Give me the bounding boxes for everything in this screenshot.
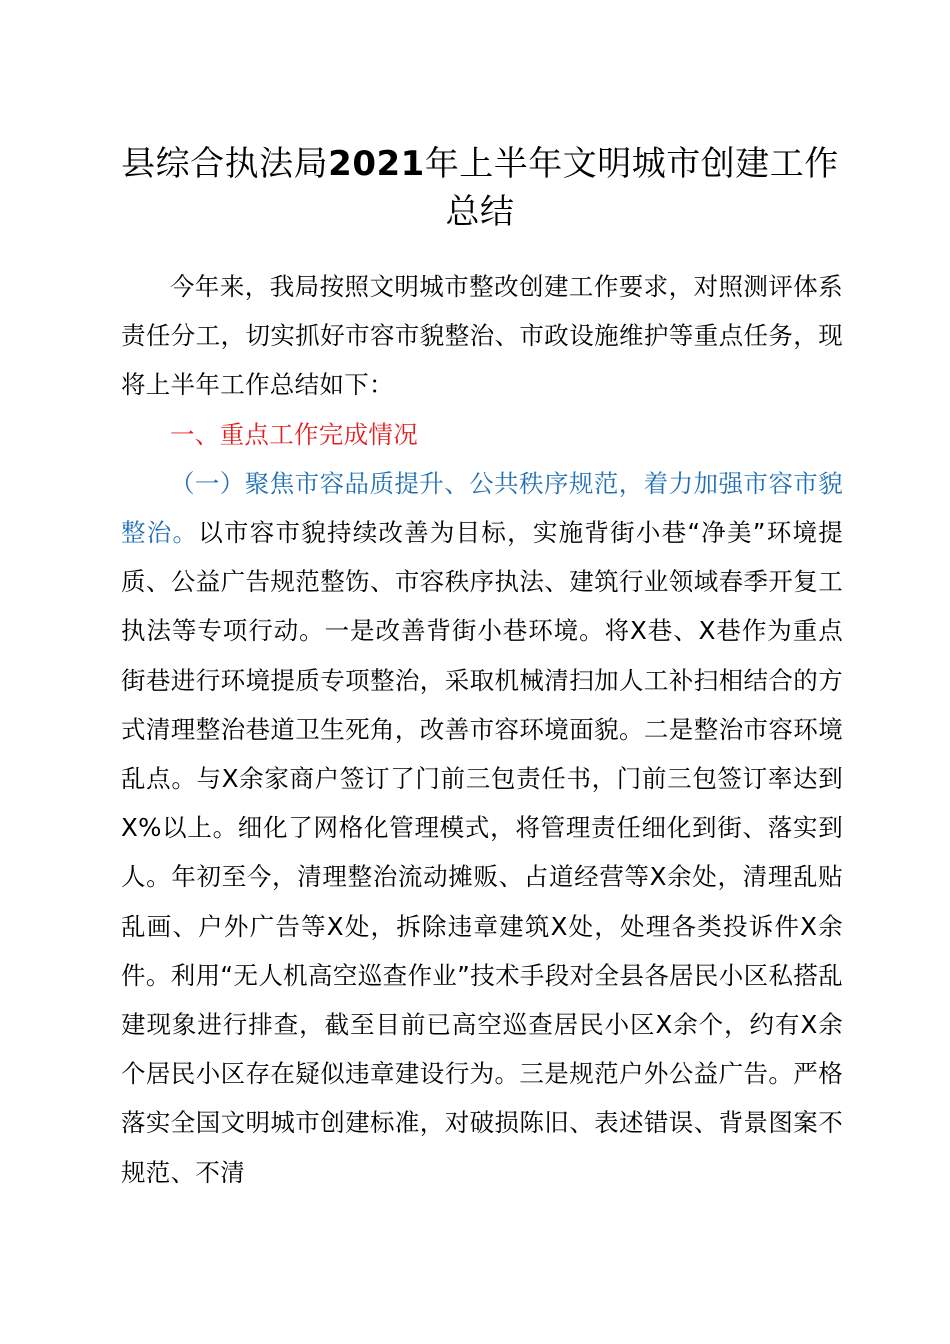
- subsection-heading: （一）聚焦市容品质提升、公共秩序规范，着力加强市容市貌整治。: [121, 468, 843, 548]
- document-body: [121, 262, 843, 1197]
- title-year: 2021: [328, 144, 425, 184]
- subsection-body: 以市容市貌持续改善为目标，实施背街小巷“净美”环境提质、公益广告规范整饬、市容秩序执法、建筑行业领域春季开复工执法等专项行动。一是改善背街小巷环境。将X巷、X巷作为重点街巷进行环境提质专项整治，采取机械清扫加人工补扫相结合的方式清理整治巷道卫生死角，改善市容环境面貌。二是整治市容环境乱点。与X余家商户签订了门前三包责任书，门前三包签订率达到X%以上。细化了网格化管理模式，将管理责任细化到街、落实到人。年初至今，清理整治流动摊贩、占道经营等X余处，清理乱贴乱画、户外广告等X处，拆除违章建筑X处，处理各类投诉件X余件。利用“无人机高空巡查作业”技术手段对全县各居民小区私搭乱建现象进行排查，截至目前已高空巡查居民小区X余个，约有X余个居民小区存在疑似违章建设行为。三是规范户外公益广告。严格落实全国文明城市创建标准，对破损陈旧、表述错误、背景图案不规范、不清: [121, 518, 843, 1187]
- intro-paragraph: 今年来，我局按照文明城市整改创建工作要求，对照测评体系责任分工，切实抓好市容市貌整治、市政设施维护等重点任务，现将上半年工作总结如下：: [121, 272, 843, 400]
- document-title: [110, 140, 850, 236]
- section-heading: 一、重点工作完成情况: [170, 419, 418, 449]
- title-prefix: 县综合执法局: [121, 144, 329, 184]
- subsection-paragraph: [121, 459, 843, 1197]
- title-suffix: 年上半年文明城市创建工作总结: [424, 144, 839, 232]
